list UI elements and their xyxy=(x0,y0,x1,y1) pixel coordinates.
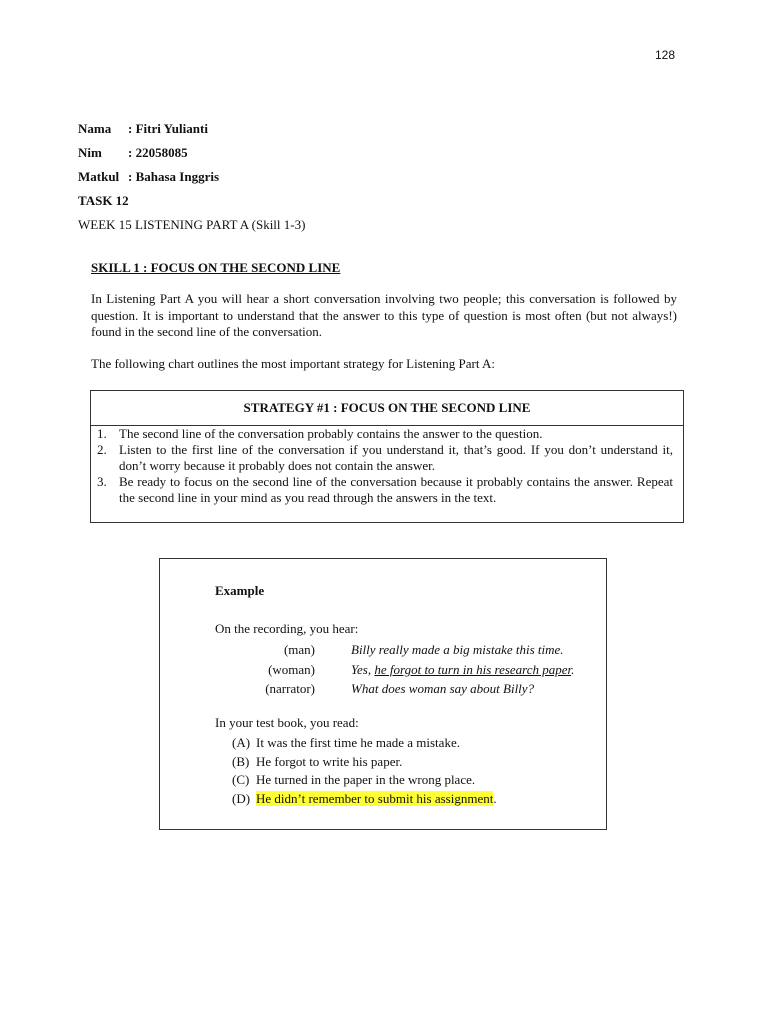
info-row-nama xyxy=(78,121,219,145)
answer-suffix: . xyxy=(493,790,497,806)
answer-text: He turned in the paper in the wrong place. xyxy=(256,772,476,787)
strategy-title: STRATEGY #1 : FOCUS ON THE SECOND LINE xyxy=(91,391,683,426)
dialog-line-underlined: he forgot to turn in his research paper xyxy=(374,661,572,677)
answer-text: It was the first time he made a mistake. xyxy=(256,735,460,750)
answer-letter: (D) xyxy=(232,790,251,806)
answer-letter: (B) xyxy=(232,753,250,769)
info-row-nim xyxy=(78,145,219,169)
week-title: WEEK 15 LISTENING PART A (Skill 1-3) xyxy=(78,217,306,232)
answer-option-b xyxy=(232,753,497,772)
strategy-item xyxy=(91,442,683,474)
strategy-box xyxy=(90,390,684,523)
highlighted-answer-text: He didn’t remember to submit his assignment xyxy=(256,790,494,806)
strategy-item-number: 2. xyxy=(97,442,107,457)
answer-list xyxy=(232,734,497,808)
example-box xyxy=(159,558,607,830)
info-value: : Bahasa Inggris xyxy=(128,169,220,184)
info-label: Matkul xyxy=(78,169,120,184)
dialog-row-woman xyxy=(215,660,574,680)
dialog-row-man xyxy=(215,640,574,660)
info-value: : Fitri Yulianti xyxy=(128,121,208,136)
dialog-line xyxy=(351,660,574,680)
dialog-line: What does woman say about Billy? xyxy=(351,681,535,696)
answer-option-a xyxy=(232,734,497,753)
info-label: Nim xyxy=(78,145,102,160)
dialog-line-prefix: Yes, xyxy=(351,661,375,677)
strategy-item-text: Listen to the first line of the conversation if you understand it, that’s good. If you don’t understand it, don’t worry because it probably does not contain the answer. xyxy=(119,442,673,473)
dialog-line-suffix: . xyxy=(571,661,575,677)
strategy-item-text: Be ready to focus on the second line of the conversation because it probably contains the answer. Repeat the second line in your mind as you read through the answers in the text. xyxy=(119,474,673,505)
intro-paragraph: In Listening Part A you will hear a short conversation involving two people; this conversation is followed by question. It is important to understand that the answer to this type of question is most often (but not always!) found in the second line of the conversation. xyxy=(91,291,677,339)
skill-heading: SKILL 1 : FOCUS ON THE SECOND LINE xyxy=(91,260,341,275)
speaker-label: (narrator) xyxy=(265,681,315,696)
strategy-item xyxy=(91,426,683,442)
speaker-label: (man) xyxy=(283,642,315,657)
page-number: 128 xyxy=(655,48,676,62)
strategy-item xyxy=(91,474,683,506)
strategy-item-number: 3. xyxy=(97,474,107,489)
info-row-matkul xyxy=(78,169,219,193)
answer-text: He forgot to write his paper. xyxy=(256,753,403,769)
strategy-item-number: 1. xyxy=(97,426,107,441)
dialog-row-narrator xyxy=(215,679,574,699)
info-label: Nama xyxy=(78,121,112,136)
task-label: TASK 12 xyxy=(78,193,129,208)
answer-option-d xyxy=(232,790,497,809)
answer-option-c xyxy=(232,771,497,790)
dialog xyxy=(215,640,574,699)
strategy-list xyxy=(91,426,683,506)
example-intro: On the recording, you hear: xyxy=(215,621,359,636)
answer-letter: (C) xyxy=(232,772,250,787)
dialog-line: Billy really made a big mistake this time. xyxy=(351,642,564,657)
example-title: Example xyxy=(215,583,265,598)
read-intro: In your test book, you read: xyxy=(215,715,359,730)
student-info xyxy=(78,121,219,193)
answer-letter: (A) xyxy=(232,735,251,750)
chart-intro-paragraph: The following chart outlines the most important strategy for Listening Part A: xyxy=(91,356,496,371)
strategy-item-text: The second line of the conversation probably contains the answer to the question. xyxy=(119,426,543,441)
info-value: : 22058085 xyxy=(128,145,188,160)
speaker-label: (woman) xyxy=(268,661,315,677)
